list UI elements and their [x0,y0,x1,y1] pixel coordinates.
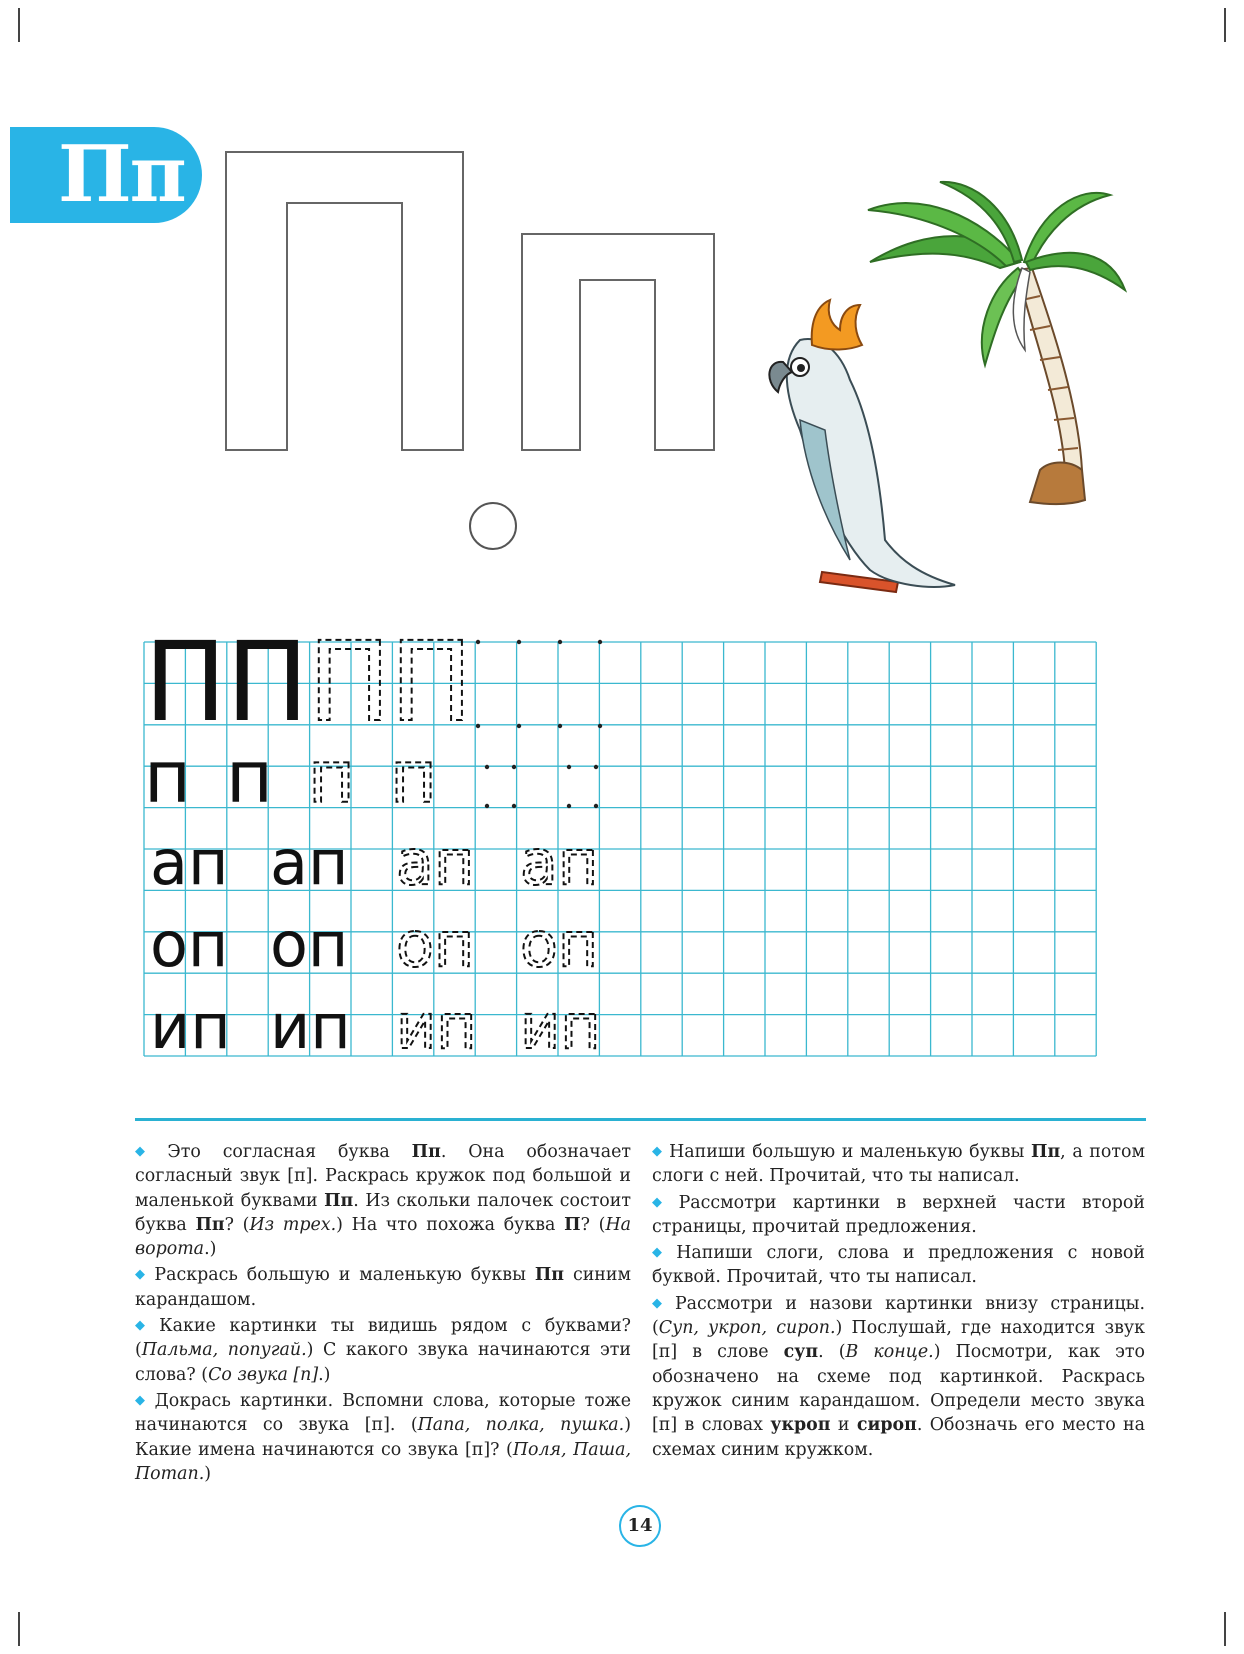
traced-letters: оп [520,908,599,981]
traced-letters: П [308,618,391,746]
traced-letters: п [390,735,438,819]
instruction-paragraph: ◆ Раскрась большую и маленькую буквы Пп синим карандашом. [135,1265,631,1310]
guide-dot [594,804,598,808]
guide-dot [598,640,602,644]
guide-dot [476,724,480,728]
traced-letters: ап [520,826,599,899]
bullet-icon: ◆ [652,1245,671,1261]
instruction-paragraph: ◆ Рассмотри и назови картинки внизу страницы. (Суп, укроп, сироп.) Послушай, где находится звук [п] в слове суп. (В конце.) Посмотри, как это обозначено на схеме под картинкой. Раскрась кружок синим карандашом. Определи место звука [п] в словах укроп и сироп. Обозначь его место на схемах синим кружком. [652,1293,1146,1460]
divider-rule [135,1118,1146,1121]
traced-letters: оп [396,908,475,981]
solid-letters: П [226,618,309,746]
instruction-paragraph: ◆ Напиши большую и маленькую буквы Пп, а потом слоги с ней. Прочитай, что ты написал. [652,1142,1145,1187]
traced-letters: П [390,618,473,746]
grid-text [144,618,601,1060]
crop-mark-bottom-right [1224,1612,1226,1646]
bullet-icon: ◆ [135,1392,149,1408]
instruction-paragraph: ◆ Рассмотри картинки в верхней части второй страницы, прочитай предложения. [652,1192,1145,1237]
guide-dot [517,724,521,728]
guide-dot [558,640,562,644]
bullet-icon: ◆ [652,1295,669,1311]
instruction-paragraph: ◆ Напиши слоги, слова и предложения с новой буквой. Прочитай, что ты написал. [652,1243,1145,1288]
guide-dot [567,804,571,808]
instruction-paragraph: ◆ Это согласная буква Пп. Она обозначает согласный звук [п]. Раскрась кружок под большой и маленькой буквами Пп. Из скольки палочек состоит буква Пп? (Из трех.) На что похожа буква П? (На ворота.) [135,1142,632,1260]
guide-dot [476,640,480,644]
solid-letters: ип [270,990,351,1060]
solid-letters: ип [150,990,231,1060]
crop-mark-bottom-left [18,1612,20,1646]
guide-dot [567,765,571,769]
instructions-left-column [135,1140,631,1488]
guide-dot [485,804,489,808]
bullet-icon: ◆ [135,1267,149,1283]
guide-dot [598,724,602,728]
guide-dot [594,765,598,769]
guide-dot [512,765,516,769]
solid-letters: оп [270,908,349,981]
guide-dot [512,804,516,808]
bullet-icon: ◆ [652,1144,664,1159]
solid-letters: п [144,735,192,819]
solid-letters: П [144,618,227,746]
guide-dots [476,640,602,808]
instruction-paragraph: ◆ Какие картинки ты видишь рядом с буквами? (Пальма, попугай.) С какого звука начинаются эти слова? (Со звука [п].) [135,1316,631,1385]
guide-dot [558,724,562,728]
traced-letters: п [308,735,356,819]
bullet-icon: ◆ [652,1194,673,1210]
page-number: 14 [619,1505,661,1547]
letter-badge: Пп [10,127,202,223]
instructions-right-column [652,1140,1145,1464]
traced-letters: ип [396,990,477,1060]
solid-letters: ап [270,826,349,899]
solid-letters: оп [150,908,229,981]
bullet-icon: ◆ [135,1144,162,1159]
traced-letters: ап [396,826,475,899]
solid-letters: п [226,735,274,819]
bullet-icon: ◆ [135,1318,154,1334]
instruction-paragraph: ◆ Докрась картинки. Вспомни слова, которые тоже начинаются со звука [п]. (Папа, полка, пушка.) Какие имена начинаются со звука [п]? (Поля, Паша, Потап.) [135,1390,632,1484]
traced-letters: ип [520,990,601,1060]
solid-letters: ап [150,826,229,899]
guide-dot [517,640,521,644]
guide-dot [485,765,489,769]
